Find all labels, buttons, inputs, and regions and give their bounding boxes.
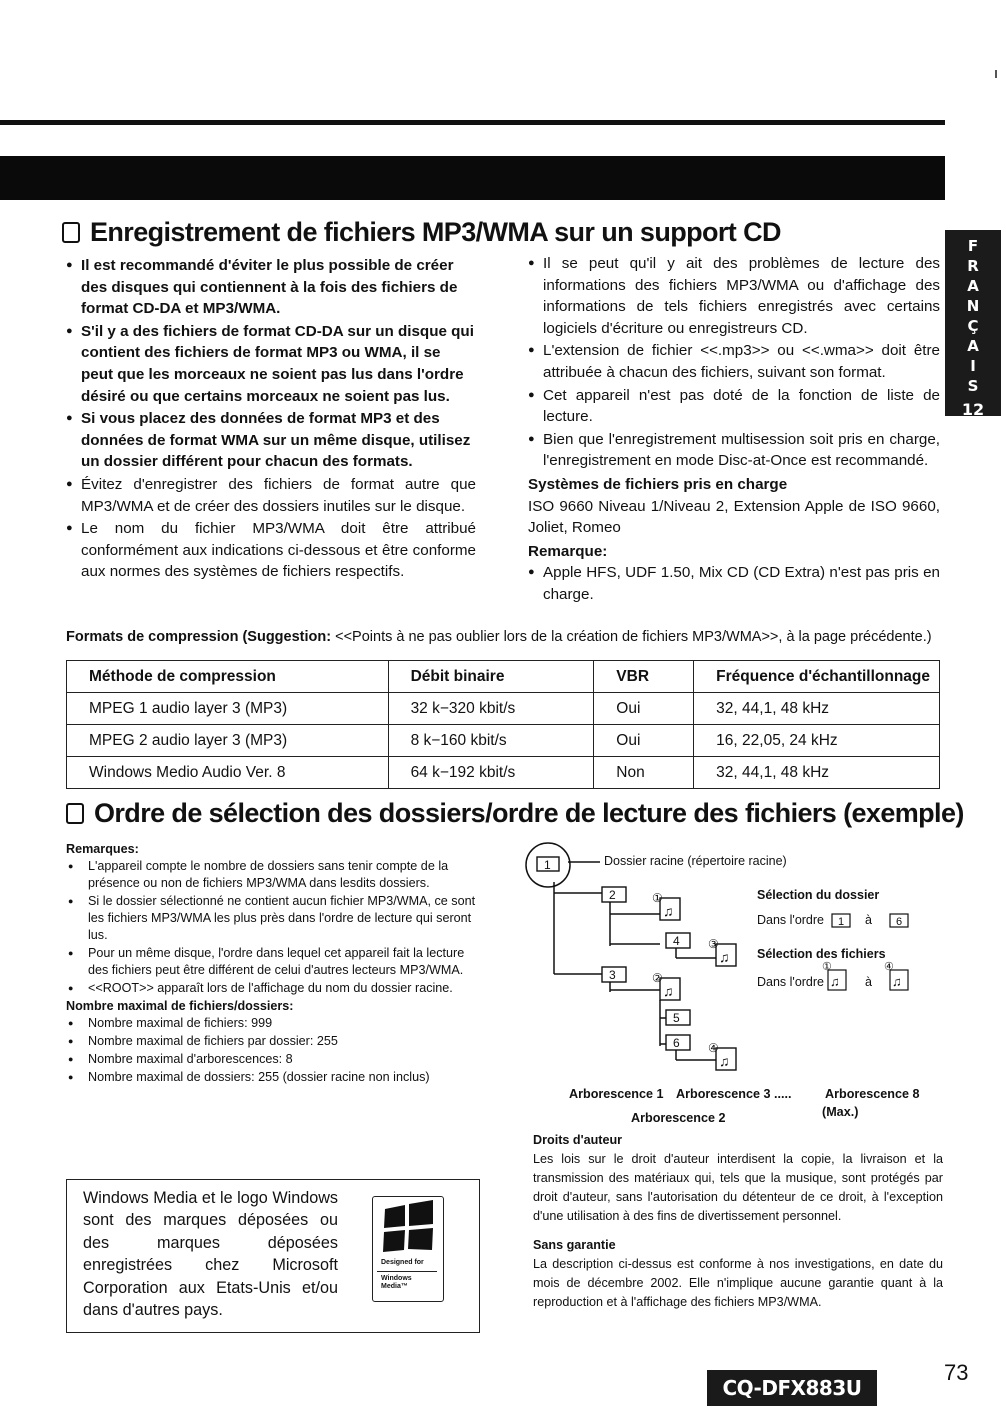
table-cell: 32 k−320 kbit/s (388, 693, 594, 725)
svg-text:1: 1 (838, 916, 845, 928)
folder-number: 2 (609, 888, 616, 902)
list-item: ● Si le dossier sélectionné ne contient aucun fichier MP3/WMA, ce sont les fichiers MP3/WMA les plus près dans l'ordre de lecture qui seront lus. (66, 893, 480, 944)
list-item: ● <<ROOT>> apparaît lors de l'affichage du nom du dossier racine. (66, 980, 480, 997)
section1-title-text: Enregistrement de fichiers MP3/WMA sur un support CD (90, 217, 781, 247)
rights-section (533, 1131, 943, 1312)
remark-heading: Remarque: (528, 542, 608, 560)
list-item: ● Il est recommandé d'éviter le plus possible de créer des disques qui contiennent à la fois des fichiers de format CD-DA et MP3/WMA. (66, 255, 476, 320)
section1-right-column (528, 253, 940, 607)
trademark-text: Windows Media et le logo Windows sont des marques déposées ou des marques déposées enregistrées chez Microsoft Corporation aux Etats-Unis et/ou dans d'autres pays. (83, 1189, 338, 1320)
table-row (67, 757, 940, 789)
table-cell: 64 k−192 kbit/s (388, 757, 594, 789)
logo-caption-3: Media™ (381, 1283, 408, 1290)
svg-text:④: ④ (884, 961, 894, 973)
logo-caption-1: Designed for (381, 1259, 424, 1266)
tab-letter: R (967, 257, 979, 275)
warranty-heading: Sans garantie (533, 1238, 616, 1252)
table-cell: Oui (594, 725, 694, 757)
checkbox-square-icon (66, 803, 84, 824)
table-cell: 32, 44,1, 48 kHz (694, 757, 940, 789)
table-header: Méthode de compression (67, 661, 389, 693)
svg-text:♫: ♫ (892, 974, 902, 989)
table-cell: 32, 44,1, 48 kHz (694, 693, 940, 725)
tab-letter: I (970, 357, 976, 375)
table-cell: Oui (594, 693, 694, 725)
svg-text:à: à (865, 975, 872, 989)
list-item: ● Le nom du fichier MP3/WMA doit être attribué conformément aux indications ci-dessous et être conforme aux normes des systèmes de fichiers respectifs. (66, 518, 476, 583)
file-selection-heading: Sélection des fichiers (757, 947, 886, 961)
folder-number: 1 (544, 858, 551, 872)
remarks-heading: Remarques: (66, 842, 139, 856)
tab-letter: S (967, 377, 979, 395)
svg-text:①: ① (822, 961, 832, 973)
tab-letter: N (966, 297, 980, 315)
tab-letter: Ç (967, 317, 979, 335)
filesystems-heading: Systèmes de fichiers pris en charge (528, 475, 788, 493)
table-row (67, 725, 940, 757)
folder-number: 5 (673, 1011, 680, 1025)
list-item: ● Si vous placez des données de format MP3 et des données de format WMA sur un même disque, utilisez un dossier différent pour chacun des formats. (66, 408, 476, 473)
compression-table (66, 660, 940, 789)
svg-text:♫: ♫ (663, 903, 674, 919)
section2-title (66, 798, 964, 829)
file-order-mark: ② (652, 971, 663, 985)
checkbox-square-icon (62, 222, 80, 243)
list-item: ● L'extension de fichier <<.mp3>> ou <<.wma>> doit être attribuée à chacun des fichiers, suivant son format. (528, 340, 940, 383)
folder-selection-text: Dans l'ordre (757, 913, 824, 927)
windows-flag-icon (373, 1197, 443, 1259)
table-header: Fréquence d'échantillonnage (694, 661, 940, 693)
svg-text:♫: ♫ (830, 974, 840, 989)
list-item: ● Bien que l'enregistrement multisession soit pris en charge, l'enregistrement en mode Disc-at-Once est recommandé. (528, 429, 940, 472)
table-cell: 8 k−160 kbit/s (388, 725, 594, 757)
section1-title (62, 217, 781, 248)
margin-mark (995, 70, 997, 78)
tab-letter: A (967, 277, 979, 295)
list-item: ● L'appareil compte le nombre de dossiers sans tenir compte de la présence ou non de fichiers MP3/WMA dans lesdits dossiers. (66, 858, 480, 892)
list-item: ● Nombre maximal de fichiers: 999 (66, 1015, 480, 1032)
formats-note (66, 629, 946, 645)
table-cell: Windows Medio Audio Ver. 8 (67, 757, 389, 789)
filesystems-text: ISO 9660 Niveau 1/Niveau 2, Extension Apple de ISO 9660, Joliet, Romeo (528, 497, 940, 537)
svg-text:♫: ♫ (663, 983, 674, 999)
root-label: Dossier racine (répertoire racine) (604, 854, 787, 868)
file-order-mark: ① (652, 891, 663, 905)
tree-caption-2: Arborescence 2 (631, 1111, 726, 1125)
warranty-text: La description ci-dessus est conforme à nos investigations, en date du mois de décembre 2002. Elle n'implique aucune garantie quant à la reproduction et à l'affichage des fichiers MP3/WMA. (533, 1257, 943, 1309)
windows-media-logo (372, 1196, 444, 1302)
logo-caption-2: Windows (381, 1275, 412, 1282)
tree-caption-8: Arborescence 8 (825, 1087, 920, 1101)
folder-selection-heading: Sélection du dossier (757, 888, 880, 902)
language-tab (945, 230, 1001, 419)
model-badge: CQ-DFX883U (707, 1370, 877, 1406)
svg-text:6: 6 (896, 916, 903, 928)
table-row (67, 693, 940, 725)
section1-left-column (66, 255, 476, 584)
max-heading: Nombre maximal de fichiers/dossiers: (66, 999, 294, 1013)
table-header: Débit binaire (388, 661, 594, 693)
folder-number: 6 (673, 1036, 680, 1050)
file-order-mark: ④ (708, 1041, 719, 1055)
list-item: ● Nombre maximal de fichiers par dossier: 255 (66, 1033, 480, 1050)
section2-title-text: Ordre de sélection des dossiers/ordre de lecture des fichiers (exemple) (94, 798, 964, 828)
folder-number: 4 (673, 934, 680, 948)
folder-number: 3 (609, 968, 616, 982)
tree-caption-1: Arborescence 1 (569, 1087, 664, 1101)
table-cell: MPEG 1 audio layer 3 (MP3) (67, 693, 389, 725)
copyright-text: Les lois sur le droit d'auteur interdisent la copie, la livraison et la transmission des matériaux qui, tels que la musique, sont protégés par droit d'auteur, sans l'autorisation du détenteur de ce droit, à l'exception d'une utilisation à des fins de divertissement personnel. (533, 1152, 943, 1223)
top-rule (0, 120, 945, 125)
tree-caption-3: Arborescence 3 ..... (676, 1087, 792, 1101)
list-item: ● S'il y a des fichiers de format CD-DA sur un disque qui contient des fichiers de format MP3 ou WMA, il se peut que les morceaux ne soient pas lus dans l'ordre désiré ou que certains morceaux ne soient pas lus. (66, 321, 476, 407)
formats-label: Formats de compression (Suggestion: (66, 629, 332, 645)
table-cell: Non (594, 757, 694, 789)
list-item: ● Cet appareil n'est pas doté de la fonction de liste de lecture. (528, 385, 940, 428)
svg-text:♫: ♫ (719, 949, 730, 965)
list-item: ● Il se peut qu'il y ait des problèmes de lecture des informations des fichiers MP3/WMA ou d'affichage des informations de tels fichiers enregistrés avec certains logiciels d'écriture ou enregistreurs CD. (528, 253, 940, 339)
copyright-heading: Droits d'auteur (533, 1133, 623, 1147)
svg-text:à: à (865, 913, 872, 927)
file-order-mark: ③ (708, 937, 719, 951)
file-selection-text: Dans l'ordre (757, 975, 824, 989)
page-number: 73 (944, 1360, 969, 1385)
list-item: ● Pour un même disque, l'ordre dans lequel cet appareil fait la lecture des fichiers peut être différent de celui d'autres lecteurs MP3/WMA. (66, 945, 480, 979)
list-item: ● Nombre maximal d'arborescences: 8 (66, 1051, 480, 1068)
tab-page-number: 12 (961, 400, 985, 419)
section2-notes (66, 841, 480, 1087)
svg-text:♫: ♫ (719, 1053, 730, 1069)
tab-letter: F (967, 237, 979, 255)
table-header: VBR (594, 661, 694, 693)
list-item: ● Nombre maximal de dossiers: 255 (dossier racine non inclus) (66, 1069, 480, 1086)
table-cell: 16, 22,05, 24 kHz (694, 725, 940, 757)
header-band (0, 156, 945, 200)
tree-caption-max: (Max.) (822, 1105, 859, 1119)
tab-letter: A (967, 337, 979, 355)
table-cell: MPEG 2 audio layer 3 (MP3) (67, 725, 389, 757)
list-item: ● Apple HFS, UDF 1.50, Mix CD (CD Extra) n'est pas pris en charge. (528, 562, 940, 605)
table-header-row (67, 661, 940, 693)
list-item: ● Évitez d'enregistrer des fichiers de format autre que MP3/WMA et de créer des dossiers inutiles sur le disque. (66, 474, 476, 517)
formats-text: <<Points à ne pas oublier lors de la création de fichiers MP3/WMA>>, à la page précédente.) (331, 629, 932, 645)
